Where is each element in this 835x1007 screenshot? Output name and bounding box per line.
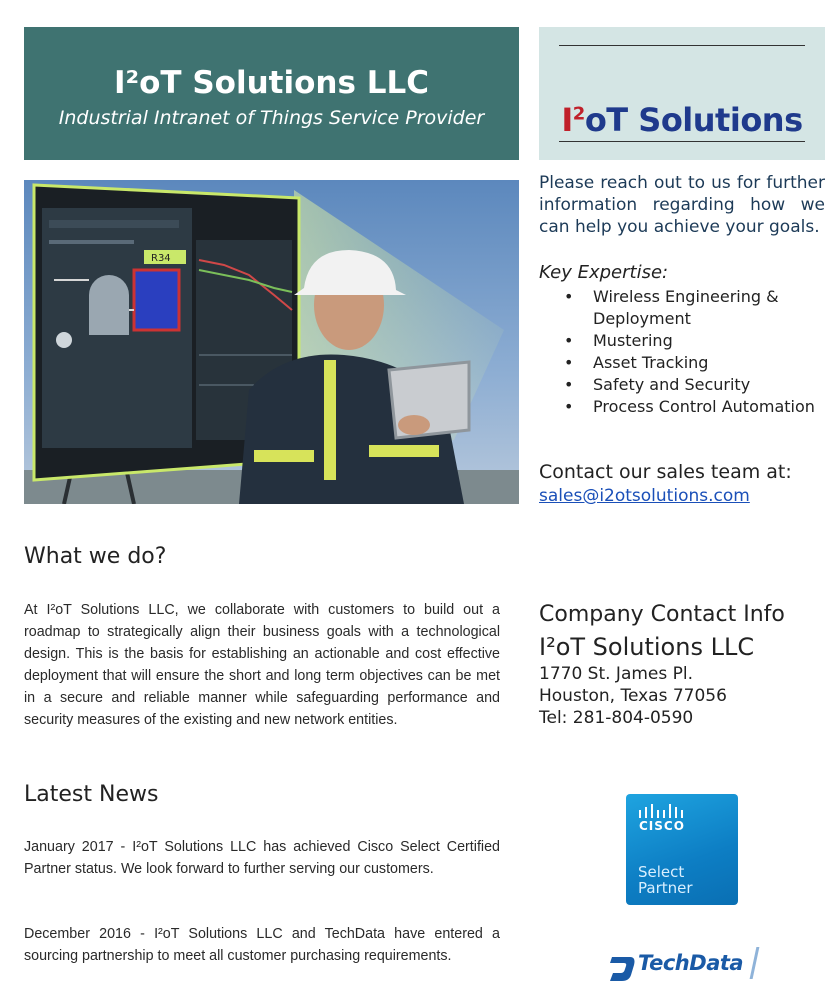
what-we-do-body: At I²oT Solutions LLC, we collaborate with customers to build out a roadmap to strategically align their business goals with a technological design. This is the basis for establishing an actionable and cost effective deployment that will ensure the short and long term objectives can be met in a secure and reliable manner while safeguarding performance and security measures of the existing and new network entities.	[24, 602, 500, 728]
page-subtitle: Industrial Intranet of Things Service Provider	[58, 107, 485, 129]
list-item: • Asset Tracking	[539, 352, 825, 374]
sales-email-link[interactable]: sales@i2otsolutions.com	[539, 486, 750, 506]
logo-bottom-rule	[559, 141, 805, 142]
list-item: • Wireless Engineering & Deployment	[539, 286, 825, 330]
address-line-2: Houston, Texas 77056	[539, 686, 727, 706]
sales-contact-label: Contact our sales team at:	[539, 461, 792, 483]
expertise-list	[539, 286, 825, 418]
techdata-logo	[608, 943, 758, 983]
latest-news-heading: Latest News	[24, 782, 159, 807]
techdata-mark-icon	[608, 949, 638, 989]
logo-prefix: I	[561, 101, 573, 139]
cisco-bars-icon	[639, 804, 691, 818]
address-line-1: 1770 St. James Pl.	[539, 664, 694, 684]
cisco-select-label	[638, 864, 693, 896]
list-item: • Mustering	[539, 330, 825, 352]
page-title: I²oT Solutions LLC	[114, 65, 429, 101]
cisco-select-text: Select	[638, 863, 685, 881]
logo-superscript: 2	[572, 103, 585, 125]
company-logo	[539, 27, 825, 160]
techdata-accent	[750, 947, 760, 979]
logo-wordmark	[539, 101, 825, 139]
what-we-do-heading: What we do?	[24, 544, 167, 569]
hero-illustration	[24, 180, 519, 504]
news-item: January 2017 - I²oT Solutions LLC has achieved Cisco Select Certified Partner status. We look forward to further serving our customers.	[24, 839, 500, 877]
cisco-select-partner-badge	[626, 794, 738, 905]
cisco-partner-text: Partner	[638, 879, 693, 897]
hero-photo	[24, 180, 519, 504]
logo-text: oT Solutions	[584, 101, 803, 139]
cisco-wordmark: CISCO	[639, 819, 685, 833]
company-name: I²oT Solutions LLC	[539, 633, 755, 661]
news-item: December 2016 - I²oT Solutions LLC and TechData have entered a sourcing partnership to meet all customer purchasing requirements.	[24, 926, 500, 964]
expertise-heading: Key Expertise:	[539, 262, 669, 283]
header-banner	[24, 27, 519, 160]
telephone: Tel: 281-804-0590	[539, 708, 694, 728]
intro-text: Please reach out to us for further information regarding how we can help you achieve your goals.	[539, 173, 825, 237]
list-item: • Safety and Security	[539, 374, 825, 396]
list-item: • Process Control Automation	[539, 396, 825, 418]
company-contact-heading: Company Contact Info	[539, 602, 785, 627]
screen-label: R34	[151, 253, 171, 264]
techdata-wordmark: TechData	[638, 951, 744, 975]
logo-top-rule	[559, 45, 805, 46]
